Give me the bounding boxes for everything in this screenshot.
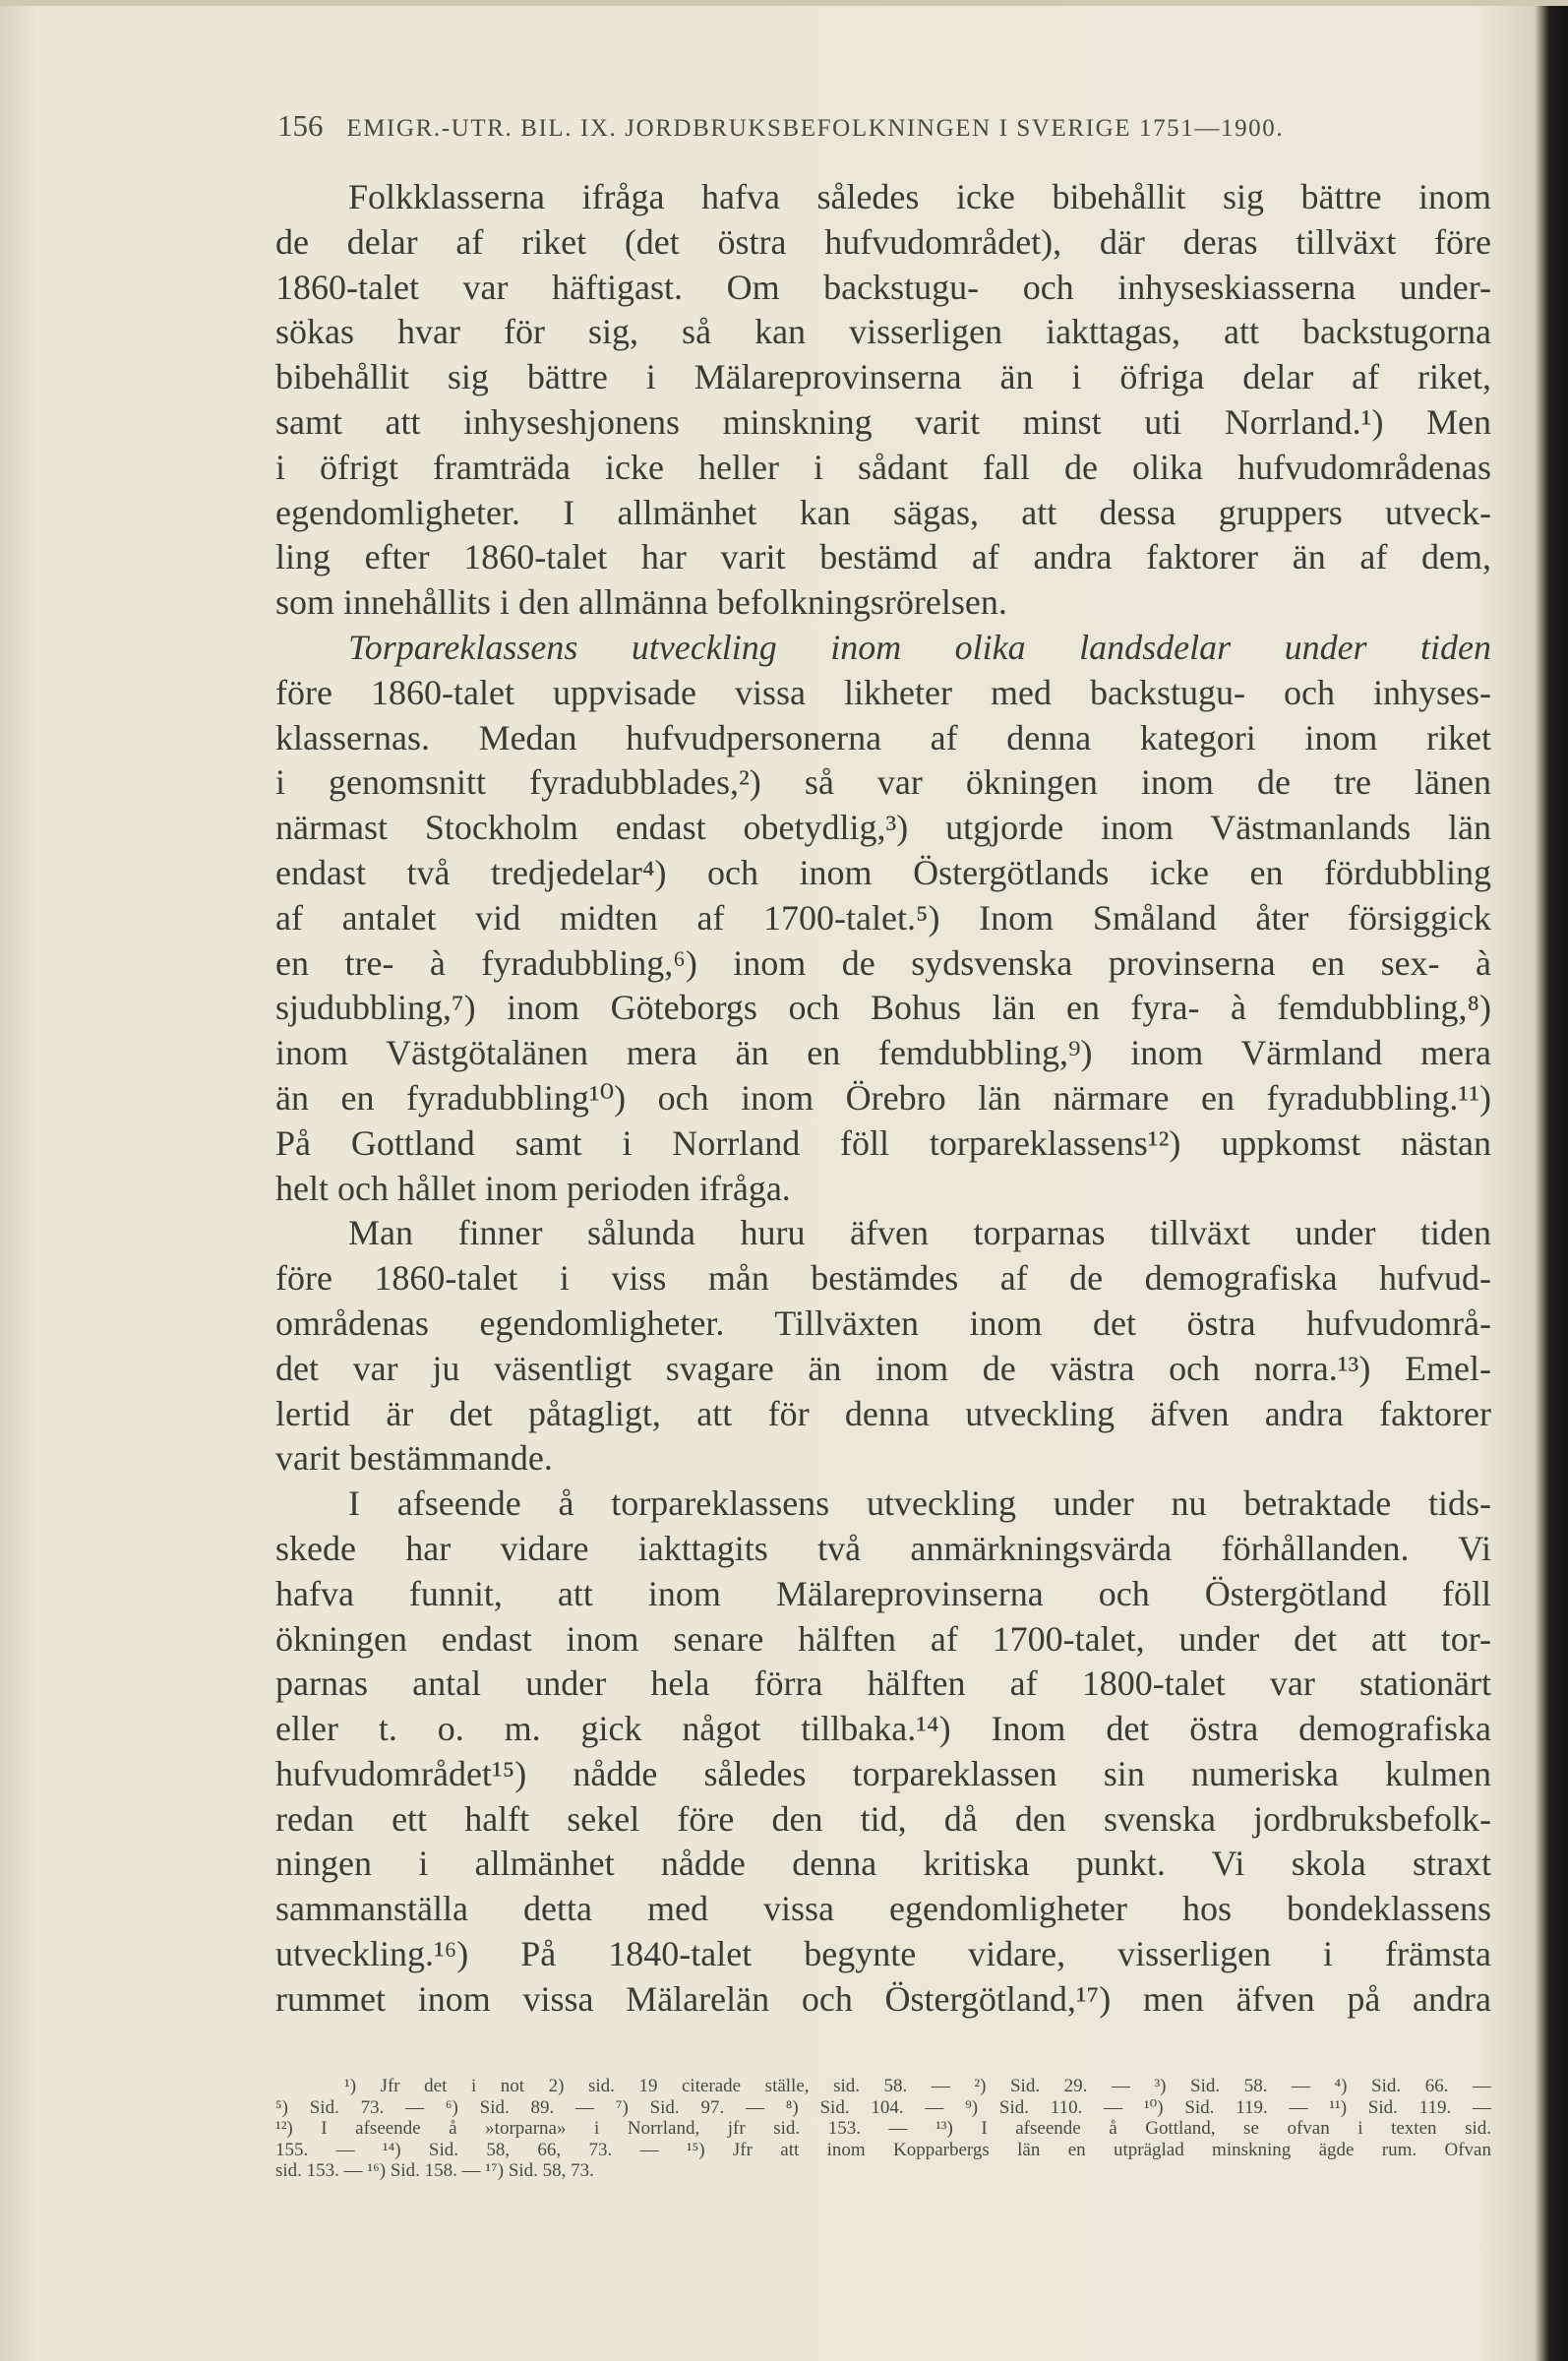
text-line: I afseende å torpareklassens utveckling under nu betraktade tids- [348,1483,1491,1524]
text-line: sammanställa detta med vissa egendomligheter hos bondeklassens [275,1889,1491,1929]
text-line: hafva funnit, att inom Mälareprovinserna och Östergötland föll [275,1573,1491,1613]
footnote-line: sid. 153. — ¹⁶) Sid. 158. — ¹⁷) Sid. 58, 73. [275,2160,594,2181]
text-line: områdenas egendomligheter. Tillväxten inom det östra hufvudområ- [275,1302,1491,1343]
page-number: 156 [277,108,324,143]
text-line: af antalet vid midten af 1700-talet.⁵) Inom Småland åter försiggick [275,897,1491,938]
text-line: bibehållit sig bättre i Mälareprovinserna än i öfriga delar af riket, [275,357,1491,397]
text-line: det var ju väsentligt svagare än inom de västra och norra.¹³) Emel- [275,1348,1491,1388]
text-line: lertid är det påtagligt, att för denna utveckling äfven andra faktorer [275,1393,1491,1433]
footnote-line: ⁵) Sid. 73. — ⁶) Sid. 89. — ⁷) Sid. 97. — ⁸) Sid. 104. — ⁹) Sid. 110. — ¹⁰) Sid. 119. — ¹¹) Sid. 119. — [275,2096,1491,2118]
footnote-line: 155. — ¹⁴) Sid. 58, 66, 73. — ¹⁵) Jfr att inom Kopparbergs län en utpräglad minskning ägde rum. Ofvan [275,2139,1491,2160]
text-line: Folkklasserna ifråga hafva således icke bibehållit sig bättre inom [348,177,1491,216]
text-line: de delar af riket (det östra hufvudområdet), där deras tillväxt före [275,221,1491,262]
text-line: utveckling.¹⁶) På 1840-talet begynte vidare, visserligen i främsta [275,1934,1491,1974]
text-line: varit bestämmande. [275,1438,553,1479]
text-line: sökas hvar för sig, så kan visserligen iakttagas, att backstugorna [275,312,1491,352]
text-line: i genomsnitt fyradubblades,²) så var ökningen inom de tre länen [275,762,1491,803]
text-line: eller t. o. m. gick något tillbaka.¹⁴) Inom det östra demografiska [275,1709,1491,1749]
text-line: närmast Stockholm endast obetydlig,³) utgjorde inom Västmanlands län [275,808,1491,848]
text-line: före 1860-talet i viss mån bestämdes af de demografiska hufvud- [275,1258,1491,1299]
text-line: Torpareklassens utveckling inom olika landsdelar under tiden [348,627,1491,667]
text-line: ökningen endast inom senare hälften af 1700-talet, under det att tor- [275,1618,1491,1659]
text-line: ningen i allmänhet nådde denna kritiska punkt. Vi skola straxt [275,1844,1491,1884]
running-header [277,108,1497,144]
running-title: EMIGR.-UTR. BIL. IX. JORDBRUKSBEFOLKNINGEN I SVERIGE 1751—1900. [346,115,1285,142]
text-line: samt att inhyseshjonens minskning varit minst uti Norrland.¹) Men [275,401,1491,442]
footnotes [275,2076,1491,2182]
text-line: rummet inom vissa Mälarelän och Östergötland,¹⁷) men äfven på andra [275,1978,1491,2019]
text-line: än en fyradubbling¹⁰) och inom Örebro län närmare en fyradubbling.¹¹) [275,1077,1491,1118]
text-line: 1860-talet var häftigast. Om backstugu- och inhyseskiasserna under- [275,267,1491,307]
text-line: redan ett halft sekel före den tid, då den svenska jordbruksbefolk- [275,1798,1491,1839]
text-line: i öfrigt framträda icke heller i sådant fall de olika hufvudområdenas [275,447,1491,487]
text-line: ling efter 1860-talet har varit bestämd af andra faktorer än af dem, [275,537,1491,577]
text-line: skede har vidare iakttagits två anmärkningsvärda förhållanden. Vi [275,1528,1491,1568]
body-text [275,175,1491,2023]
text-line: en tre- à fyradubbling,⁶) inom de sydsvenska provinserna en sex- à [275,942,1491,983]
footnote-line: ¹) Jfr det i not 2) sid. 19 citerade ställe, sid. 58. — ²) Sid. 29. — ³) Sid. 58. — ⁴) Sid. 66. — [344,2076,1491,2096]
page-top-edge [0,0,1568,6]
text-line: hufvudområdet¹⁵) nådde således torpareklassen sin numeriska kulmen [275,1753,1491,1793]
text-line: parnas antal under hela förra hälften af 1800-talet var stationärt [275,1664,1491,1704]
text-line: helt och hållet inom perioden ifråga. [275,1168,791,1208]
text-line: sjudubbling,⁷) inom Göteborgs och Bohus län en fyra- à femdubbling,⁸) [275,988,1491,1028]
text-line: På Gottland samt i Norrland föll torpareklassens¹²) uppkomst nästan [275,1122,1491,1163]
text-line: Man finner sålunda huru äfven torparnas tillväxt under tiden [348,1213,1491,1253]
text-line: endast två tredjedelar⁴) och inom Östergötlands icke en fördubbling [275,852,1491,892]
text-line: klassernas. Medan hufvudpersonerna af denna kategori inom riket [275,717,1491,757]
footnote-line: ¹²) I afseende å »torparna» i Norrland, jfr sid. 153. — ¹³) I afseende å Gottland, se ofvan i texten sid. [275,2118,1491,2139]
text-line: egendomligheter. I allmänhet kan sägas, att dessa gruppers utveck- [275,492,1491,532]
text-line: som innehållits i den allmänna befolkningsrörelsen. [275,582,1007,623]
text-line: före 1860-talet uppvisade vissa likheter med backstugu- och inhyses- [275,672,1491,712]
text-line: inom Västgötalänen mera än en femdubbling,⁹) inom Värmland mera [275,1033,1491,1073]
